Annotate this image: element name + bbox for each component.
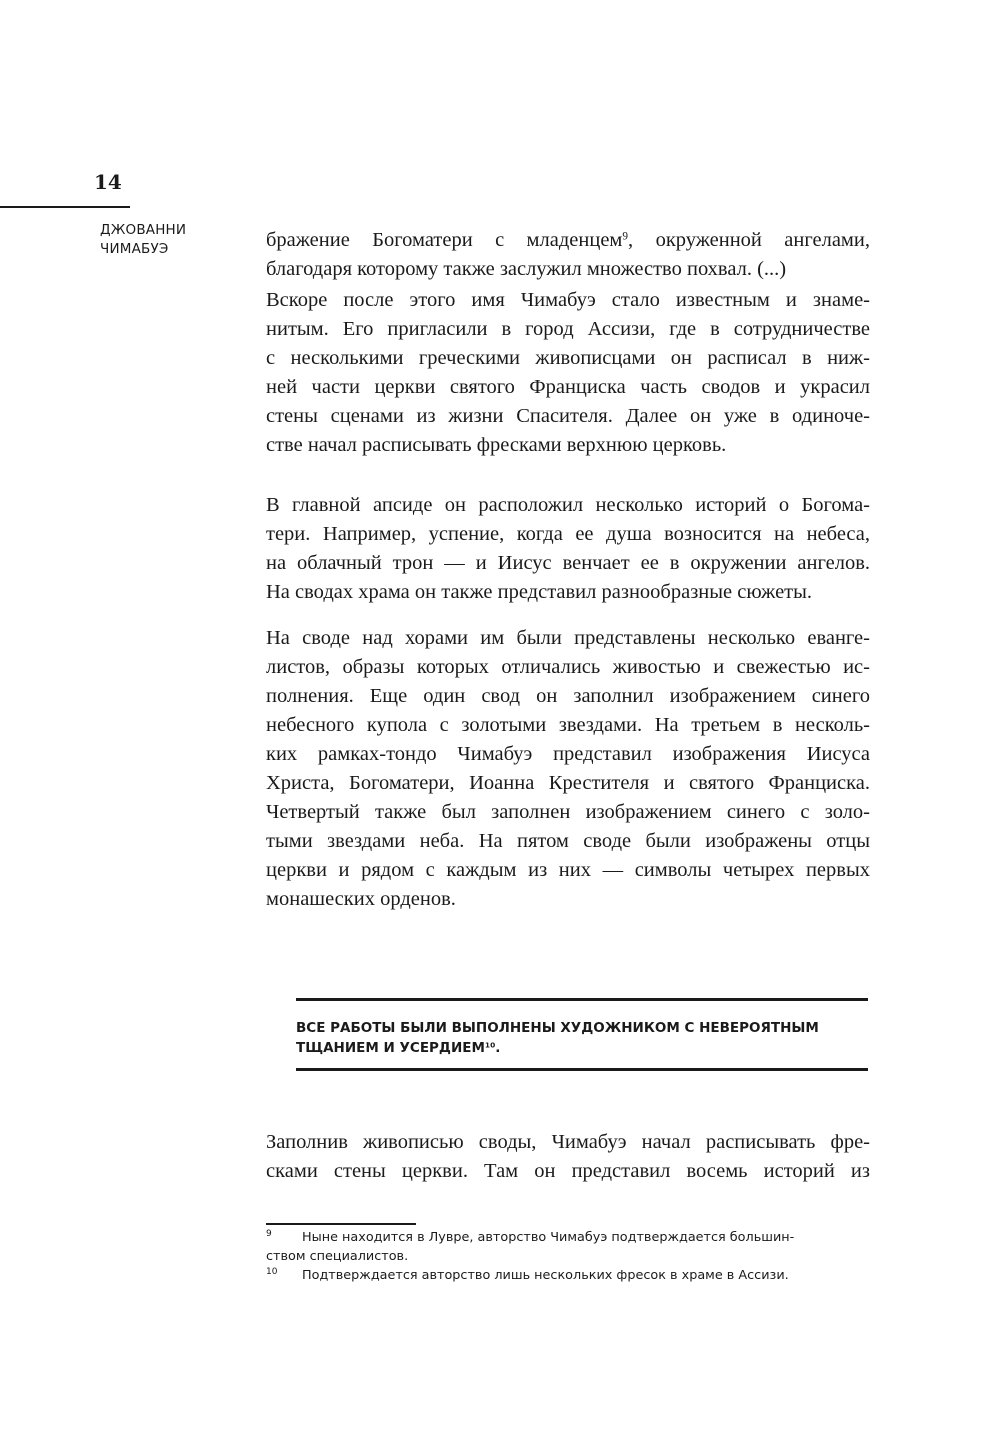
footnote-ref[interactable]: 10 xyxy=(484,1040,496,1050)
pull-quote-line: ТЩАНИЕМ И УСЕРДИЕМ$^{10}$. xyxy=(296,1040,501,1056)
text-line: с несколькими греческими живописцами он расписал в ниж- xyxy=(266,347,870,369)
paragraph xyxy=(266,286,870,460)
text-line: церкви и рядом с каждым из них — символы четырех первых xyxy=(266,859,870,881)
footnote xyxy=(266,1266,872,1285)
text-line: стве начал расписывать фресками верхнюю церковь. xyxy=(266,434,727,456)
text-line: На своде над хорами им были представлены несколько еванге- xyxy=(266,627,870,649)
text-line: бражение Богоматери с младенцем$^9$, окруженной ангелами, xyxy=(266,229,870,251)
text-line: благодаря которому также заслужил множество похвал. (...) xyxy=(266,258,787,280)
text-line: тери. Например, успение, когда ее душа возносится на небеса, xyxy=(266,523,870,545)
pull-quote-top-rule xyxy=(296,998,868,1001)
running-head-line: ЧИМАБУЭ xyxy=(100,241,169,257)
text-line: ней части церкви святого Франциска часть сводов и украсил xyxy=(266,376,870,398)
text-line: Заполнив живописью своды, Чимабуэ начал расписывать фре- xyxy=(266,1131,870,1153)
footnotes xyxy=(266,1228,872,1285)
header-rule xyxy=(0,206,130,208)
text-line: сками стены церкви. Там он представил восемь историй из xyxy=(266,1160,870,1182)
footnote-line: ством специалистов. xyxy=(266,1249,409,1264)
paragraph xyxy=(266,226,870,284)
paragraph xyxy=(266,624,870,914)
text-line: полнения. Еще один свод он заполнил изображением синего xyxy=(266,685,870,707)
text-line: ких рамках-тондо Чимабуэ представил изображения Иисуса xyxy=(266,743,870,765)
text-line: Вскоре после этого имя Чимабуэ стало известным и знаме- xyxy=(266,289,870,311)
paragraph xyxy=(266,491,870,607)
footnote-line: Ныне находится в Лувре, авторство Чимабуэ подтверждается большин- xyxy=(302,1230,795,1245)
text-line: На сводах храма он также представил разнообразные сюжеты. xyxy=(266,581,813,603)
text-line: В главной апсиде он расположил несколько историй о Богома- xyxy=(266,494,870,516)
footnote-rule xyxy=(266,1223,416,1225)
text-line: небесного купола с золотыми звездами. На третьем в несколь- xyxy=(266,714,870,736)
text-line: листов, образы которых отличались живостью и свежестью ис- xyxy=(266,656,870,678)
footnote-mark: 10 xyxy=(266,1267,278,1277)
pull-quote xyxy=(296,1018,868,1058)
footnote-line: Подтверждается авторство лишь нескольких фресок в храме в Ассизи. xyxy=(302,1268,789,1283)
footnote xyxy=(266,1228,872,1266)
text-line: на облачный трон — и Иисус венчает ее в окружении ангелов. xyxy=(266,552,870,574)
running-head xyxy=(100,221,186,259)
text-line: нитым. Его пригласили в город Ассизи, где в сотрудничестве xyxy=(266,318,870,340)
text-line: тыми звездами неба. На пятом своде были изображены отцы xyxy=(266,830,870,852)
text-line: стены сценами из жизни Спасителя. Далее он уже в одиноче- xyxy=(266,405,870,427)
text-line: монашеских орденов. xyxy=(266,888,456,910)
text-line: Четвертый также был заполнен изображением синего с золо- xyxy=(266,801,870,823)
paragraph xyxy=(266,1128,870,1186)
text-line: Христа, Богоматери, Иоанна Крестителя и святого Франциска. xyxy=(266,772,870,794)
page-number: 14 xyxy=(94,170,122,194)
pull-quote-bottom-rule xyxy=(296,1068,868,1071)
pull-quote-line: ВСЕ РАБОТЫ БЫЛИ ВЫПОЛНЕНЫ ХУДОЖНИКОМ С НЕВЕРОЯТНЫМ xyxy=(296,1020,819,1036)
footnote-mark: 9 xyxy=(266,1229,272,1239)
running-head-line: ДЖОВАННИ xyxy=(100,222,187,238)
footnote-ref[interactable]: 9 xyxy=(622,230,629,243)
